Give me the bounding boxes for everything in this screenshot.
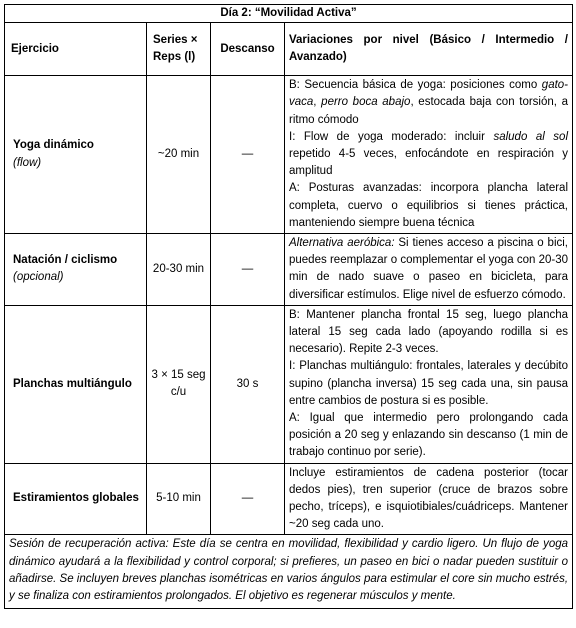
- exercise-cell: [5, 234, 147, 306]
- rest-cell: —: [211, 463, 285, 535]
- exercise-cell: [5, 305, 147, 463]
- variation-basic: [289, 77, 568, 129]
- series-cell: 5-10 min: [147, 463, 211, 535]
- table-row: [5, 76, 573, 234]
- table-row: [5, 234, 573, 306]
- exercise-subtitle: (opcional): [13, 271, 64, 284]
- exercise-name: Estiramientos globales: [13, 492, 139, 505]
- rest-cell: —: [211, 76, 285, 234]
- series-cell: ~20 min: [147, 76, 211, 234]
- session-note: Sesión de recuperación activa: Este día se centra en movilidad, flexibilidad y cardio ligero. Un flujo de yoga dinámico ayudará a la flexibilidad y control corporal; si prefieres, un paseo en bici o nadar pueden sustituir o añadirse. Se incluyen breves planchas isométricas en varios ángulos para estimular el core sin mucho estrés, y se finaliza con estiramientos prolongados. El objetivo es regenerar músculos y mente.: [5, 535, 573, 609]
- exercise-name: Yoga dinámico: [13, 139, 94, 152]
- variations-cell: [285, 76, 573, 234]
- variations-cell: [285, 234, 573, 306]
- variation-intermediate: [289, 129, 568, 181]
- table-row: [5, 463, 573, 535]
- exercise-cell: [5, 76, 147, 234]
- variation-intermediate: I: Planchas multiángulo: frontales, laterales y decúbito supino (plancha inversa) 15 seg cada una, sin pausa entre cambios de postura si es posible.: [289, 360, 569, 407]
- footer-row: [5, 535, 573, 609]
- rest-cell: —: [211, 234, 285, 306]
- variation-emphasis: saludo al sol: [493, 130, 569, 143]
- series-cell: 3 × 15 seg c/u: [147, 305, 211, 463]
- header-variaciones: Variaciones por nivel (Básico / Intermedio / Avanzado): [285, 23, 573, 76]
- variation-text: ,: [313, 96, 322, 109]
- exercise-subtitle: (flow): [13, 156, 42, 169]
- title-row: [5, 5, 573, 23]
- exercise-cell: [5, 463, 147, 535]
- variation-advanced: A: Posturas avanzadas: incorpora plancha lateral completa, cuervo o equilibrios si tienes práctica, manteniendo siempre buena técnica: [289, 182, 569, 229]
- variation-emphasis: perro boca abajo: [321, 96, 411, 109]
- header-ejercicio: Ejercicio: [5, 23, 147, 76]
- header-row: [5, 23, 573, 76]
- variations-cell: [285, 305, 573, 463]
- variation-text: B: Secuencia básica de yoga: posiciones como: [289, 79, 542, 92]
- workout-table: [4, 4, 573, 609]
- series-cell: 20-30 min: [147, 234, 211, 306]
- variation-text: , estocada baja con torsión, a ritmo cómodo: [289, 96, 569, 126]
- variations-cell: [285, 463, 573, 535]
- variation-advanced: A: Igual que intermedio pero prolongando cada posición a 20 seg y enlazando sin descanso (1 min de trabajo continuo por serie).: [289, 412, 569, 459]
- table-title: Día 2: “Movilidad Activa”: [5, 5, 573, 23]
- document: [4, 4, 572, 609]
- table-row: [5, 305, 573, 463]
- variation-text: Si tienes acceso a piscina o bici, puedes reemplazar o complementar el yoga con 20-30 min de nado suave o paseo en bicicleta, para diversificar estímulos. Elige nivel de esfuerzo cómodo.: [289, 237, 569, 301]
- header-descanso: Descanso: [211, 23, 285, 76]
- variation-alternative: [289, 235, 568, 304]
- rest-cell: 30 s: [211, 305, 285, 463]
- variation-text: I: Flow de yoga moderado: incluir: [289, 130, 494, 143]
- variation-emphasis: gato-vaca: [289, 79, 569, 109]
- variation-text: repetido 4-5 veces, enfocándote en respiración y amplitud: [289, 148, 569, 178]
- variation-emphasis: Alternativa aeróbica:: [289, 237, 395, 250]
- variation-basic: B: Mantener plancha frontal 15 seg, luego plancha lateral 15 seg cada lado (apoyando rodilla si es necesario). Repite 2-3 veces.: [289, 308, 569, 356]
- exercise-name: Natación / ciclismo: [13, 254, 118, 267]
- exercise-name: Planchas multiángulo: [13, 377, 132, 390]
- variation-text: Incluye estiramientos de cadena posterior (tocar dedos pies), tren superior (cruce de brazos sobre pecho, tríceps), e isquiotibiales/cuádriceps. Mantener ~20 seg cada uno.: [289, 466, 569, 531]
- header-series: Series × Reps (l): [147, 23, 211, 76]
